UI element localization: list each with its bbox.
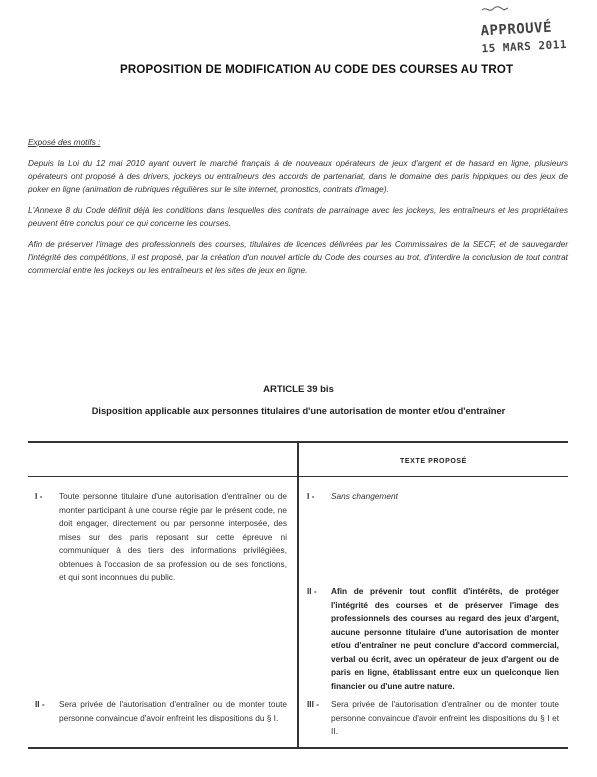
item-number: I - [307,491,315,501]
approval-stamp [480,20,572,56]
document-title: PROPOSITION DE MODIFICATION AU CODE DES COURSES AU TROT [120,64,514,76]
proposed-text-item-2 [307,585,559,693]
expose-section [28,136,568,285]
expose-paragraph: Depuis la Loi du 12 mai 2010 ayant ouvert le marché français à de nouveaux opérateurs de jeux d'argent et de hasard en ligne, plusieurs opérateurs ont proposé à des drivers, jockeys ou entraîneurs des accords de partenariat, dans le domaine des paris hippiques ou des jeux de poker en ligne (animation de rubriques régulières sur le site internet, pronostics, contrats d'image). [28,158,568,194]
item-number: I - [35,491,43,501]
article-title: ARTICLE 39 bis [263,384,334,395]
item-number: II - [307,586,317,596]
item-text: Sera privée de l'autorisation d'entraîner ou de monter toute personne convaincue d'avoir enfreint les dispositions du § I et II. [331,699,559,736]
item-number: II - [35,699,45,709]
expose-heading: Exposé des motifs : [28,137,101,147]
item-text: Sans changement [331,491,398,501]
current-text-item-1 [35,490,287,585]
right-column-header: TEXTE PROPOSÉ [400,458,467,465]
article-subtitle: Disposition applicable aux personnes titulaires d'une autorisation de monter et/ou d'entraîner [91,406,506,416]
current-text-item-2 [35,698,287,725]
expose-paragraph: Afin de préserver l'image des professionnels des courses, titulaires de licences délivrées par les Commissaires de la SECF, et de sauvegarder l'intégrité des compétitions, il est proposé, par la création d'un nouvel article du Code des courses au trot, d'interdire la conclusion de tout contrat commercial entre les jockeys ou les entraîneurs et les sites de jeux en ligne. [28,239,568,275]
table-column-divider [297,441,299,749]
proposed-text-item-1 [307,490,559,504]
handwritten-mark [480,4,510,14]
expose-paragraph: L'Annexe 8 du Code définit déjà les conditions dans lesquelles des contrats de parrainage avec les jockeys, les entraîneurs et les propriétaires peuvent être conclus pour ce qui concerne les courses. [28,205,568,228]
proposed-text-item-3 [307,698,559,739]
item-text: Sera privée de l'autorisation d'entraîner ou de monter toute personne convaincue d'avoir enfreint les dispositions du § I. [59,699,287,723]
item-text: Toute personne titulaire d'une autorisation d'entraîner ou de monter participant à une course régie par le présent code, ne doit engager, directement ou par personne interposée, des mises sur des paris reposant sur cette épreuve ni communiquer à des tiers des informations privilégiées, obtenues à l'occasion de sa profession ou de ses fonctions, et qui sont inconnues du public. [59,491,287,582]
item-text: Afin de prévenir tout conflit d'intérêts, de protéger l'intégrité des courses et de préserver l'image des professionnels des courses au regard des jeux d'argent, aucune personne titulaire d'une autorisation de monter et/ou d'entraîner ne peut conclure d'accord commercial, verbal ou écrit, avec un opérateur de jeux d'argent ou de paris en ligne, établissant entre eux un quelconque lien financier ou d'une autre nature. [331,586,559,691]
approval-stamp-date: 15 MARS 2011 [481,38,568,56]
approval-stamp-text: APPROUVÉ [480,19,553,40]
item-number: III - [307,699,319,709]
